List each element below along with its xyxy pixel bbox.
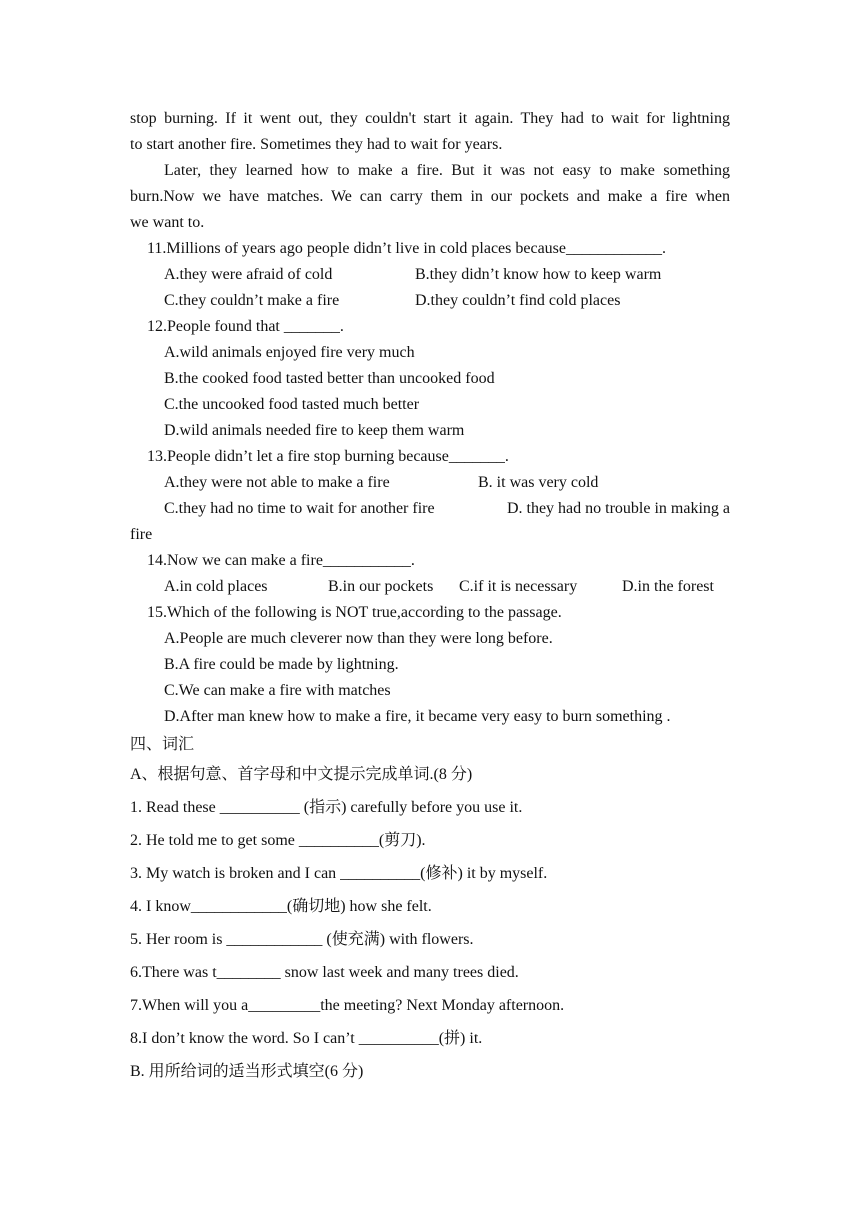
option-c: C.We can make a fire with matches bbox=[164, 682, 391, 699]
question-15-stem: 15.Which of the following is NOT true,according to the passage. bbox=[147, 604, 562, 621]
option-c: C.if it is necessary bbox=[459, 578, 578, 595]
option-c: C.they couldn’t make a fire bbox=[164, 292, 340, 309]
option-a: A.wild animals enjoyed fire very much bbox=[164, 344, 415, 361]
passage-line: to start another fire. Sometimes they had to wait for years. bbox=[130, 136, 503, 153]
passage-line: stop burning. If it went out, they couldn't start it again. They had to wait for lightning bbox=[130, 110, 730, 127]
question-11-options-row1 bbox=[130, 262, 730, 288]
option-c: C.the uncooked food tasted much better bbox=[164, 396, 420, 413]
passage-line: Later, they learned how to make a fire. But it was not easy to make something bbox=[164, 162, 730, 179]
option-d: D.in the forest bbox=[622, 578, 714, 595]
question-13-options-row2 bbox=[130, 496, 730, 522]
part-a-heading: A、根据句意、首字母和中文提示完成单词.(8 分) bbox=[130, 766, 473, 783]
option-a: A.they were afraid of cold bbox=[164, 266, 333, 283]
option-b: B.in our pockets bbox=[328, 578, 434, 595]
option-c: C.they had no time to wait for another fire bbox=[164, 500, 435, 517]
vocab-item: 1. Read these __________ (指示) carefully before you use it. bbox=[130, 799, 523, 816]
vocab-item: 6.There was t________ snow last week and many trees died. bbox=[130, 964, 519, 981]
question-13-options-row1 bbox=[130, 470, 730, 496]
question-14-stem: 14.Now we can make a fire___________. bbox=[147, 552, 415, 569]
option-a: A.People are much cleverer now than they were long before. bbox=[164, 630, 553, 647]
option-b: B.they didn’t know how to keep warm bbox=[415, 266, 662, 283]
passage-line: burn.Now we have matches. We can carry them in our pockets and make a fire when bbox=[130, 188, 730, 205]
option-d: D.wild animals needed fire to keep them warm bbox=[164, 422, 465, 439]
vocab-item: 3. My watch is broken and I can __________(修补) it by myself. bbox=[130, 865, 548, 882]
question-13-stem: 13.People didn’t let a fire stop burning because_______. bbox=[147, 448, 509, 465]
option-b: B.A fire could be made by lightning. bbox=[164, 656, 399, 673]
vocab-item: 2. He told me to get some __________(剪刀). bbox=[130, 832, 426, 849]
option-b: B.the cooked food tasted better than uncooked food bbox=[164, 370, 495, 387]
option-d: D.they couldn’t find cold places bbox=[415, 292, 621, 309]
question-12-stem: 12.People found that _______. bbox=[147, 318, 344, 335]
vocab-item: 5. Her room is ____________ (使充满) with flowers. bbox=[130, 931, 474, 948]
option-d: D. they had no trouble in making a bbox=[506, 500, 730, 517]
option-b: B. it was very cold bbox=[478, 474, 599, 491]
vocab-item: 4. I know____________(确切地) how she felt. bbox=[130, 898, 432, 915]
passage-line: we want to. bbox=[130, 214, 205, 231]
option-d-continued: fire bbox=[130, 526, 153, 543]
document-page bbox=[130, 106, 730, 1088]
section-title: 四、词汇 bbox=[130, 736, 195, 753]
option-a: A.in cold places bbox=[164, 578, 268, 595]
vocab-item: 8.I don’t know the word. So I can’t __________(拼) it. bbox=[130, 1030, 483, 1047]
vocab-item: 7.When will you a_________the meeting? Next Monday afternoon. bbox=[130, 997, 565, 1014]
option-a: A.they were not able to make a fire bbox=[164, 474, 390, 491]
option-d: D.After man knew how to make a fire, it became very easy to burn something . bbox=[164, 708, 671, 725]
question-14-options bbox=[130, 574, 730, 600]
question-11-options-row2 bbox=[130, 288, 730, 314]
question-11-stem: 11.Millions of years ago people didn’t live in cold places because____________. bbox=[147, 240, 666, 257]
part-b-heading: B. 用所给词的适当形式填空(6 分) bbox=[130, 1063, 364, 1080]
